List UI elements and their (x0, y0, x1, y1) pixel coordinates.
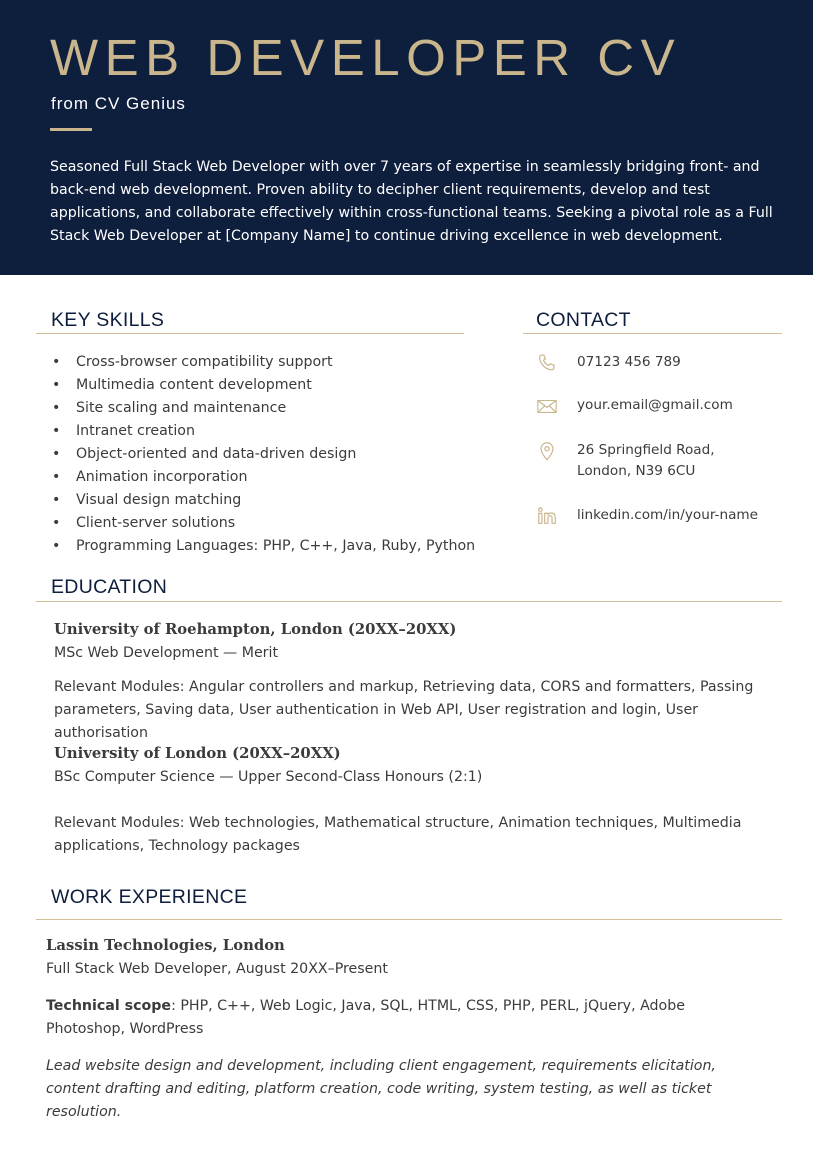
skill-text: Cross-browser compatibility support (76, 354, 333, 370)
skill-text: Animation incorporation (76, 469, 248, 485)
list-item (52, 535, 475, 558)
bullet: • (52, 492, 61, 508)
list-item (52, 351, 475, 374)
header-banner (0, 0, 813, 275)
bullet: • (52, 446, 61, 462)
bullet: • (52, 377, 61, 393)
bullet: • (52, 469, 61, 485)
contact-heading: CONTACT (536, 309, 631, 331)
key-skills-heading: KEY SKILLS (51, 309, 165, 331)
work-technical-scope (46, 995, 746, 1041)
list-item (52, 489, 475, 512)
list-item (52, 443, 475, 466)
education-degree: BSc Computer Science — Upper Second-Class Honours (2:1) (54, 769, 483, 785)
phone-icon (536, 352, 558, 374)
bullet: • (52, 538, 61, 554)
linkedin-link[interactable]: linkedin.com/in/your-name (577, 507, 758, 523)
address-line-1: 26 Springfield Road, (577, 442, 715, 458)
envelope-icon (536, 395, 558, 417)
bullet: • (52, 423, 61, 439)
address-line-2: London, N39 6CU (577, 463, 696, 479)
linkedin-icon (536, 505, 558, 527)
work-role: Full Stack Web Developer, August 20XX–Present (46, 961, 388, 977)
work-company: Lassin Technologies, London (46, 937, 285, 954)
list-item (52, 420, 475, 443)
skill-text: Object-oriented and data-driven design (76, 446, 357, 462)
list-item (52, 512, 475, 535)
page-subtitle: from CV Genius (51, 94, 186, 113)
education-heading: EDUCATION (51, 576, 168, 598)
education-modules: Relevant Modules: Web technologies, Mathematical structure, Animation techniques, Multimedia applications, Technology packages (54, 815, 742, 854)
map-pin-icon (536, 440, 558, 462)
work-experience-divider (36, 919, 782, 920)
email-link[interactable]: your.email@gmail.com (577, 397, 733, 413)
bullet: • (52, 354, 61, 370)
skill-text: Intranet creation (76, 423, 195, 439)
profile-summary: Seasoned Full Stack Web Developer with over 7 years of expertise in seamlessly bridging front- and back-end web development. Proven ability to decipher client requirements, develop and test applications, and collaborate effectively within cross-functional teams. Seeking a pivotal role as a Full Stack Web Developer at [Company Name] to continue driving excellence in web development. (50, 159, 773, 244)
key-skills-divider (36, 333, 464, 334)
work-description: Lead website design and development, including client engagement, requirements elicitation, content drafting and editing, platform creation, code writing, system testing, as well as ticket resolution. (46, 1058, 716, 1120)
key-skills-list (52, 351, 475, 558)
title-divider (50, 128, 92, 131)
technical-scope-label: Technical scope (46, 998, 172, 1014)
skill-text: Client-server solutions (76, 515, 236, 531)
skill-text: Multimedia content development (76, 377, 312, 393)
contact-divider (523, 333, 782, 334)
work-experience-heading: WORK EXPERIENCE (51, 886, 248, 908)
skill-text: Visual design matching (76, 492, 242, 508)
phone-link[interactable]: 07123 456 789 (577, 354, 681, 370)
skill-text: Programming Languages: PHP, C++, Java, Ruby, Python (76, 538, 476, 554)
education-divider (36, 601, 782, 602)
bullet: • (52, 515, 61, 531)
page-title: WEB DEVELOPER CV (50, 29, 682, 86)
skill-text: Site scaling and maintenance (76, 400, 287, 416)
education-modules: Relevant Modules: Angular controllers and markup, Retrieving data, CORS and formatters, Passing parameters, Saving data, User authentication in Web API, User registration and login, User authorisation (54, 679, 754, 741)
list-item (52, 374, 475, 397)
technical-scope-text: : PHP, C++, Web Logic, Java, SQL, HTML, CSS, PHP, PERL, jQuery, Adobe Photoshop, WordPress (46, 998, 685, 1037)
bullet: • (52, 400, 61, 416)
education-institution: University of London (20XX–20XX) (54, 745, 341, 762)
education-institution: University of Roehampton, London (20XX–20XX) (54, 621, 457, 638)
list-item (52, 397, 475, 420)
education-degree: MSc Web Development — Merit (54, 645, 279, 661)
list-item (52, 466, 475, 489)
address-text (577, 440, 715, 482)
